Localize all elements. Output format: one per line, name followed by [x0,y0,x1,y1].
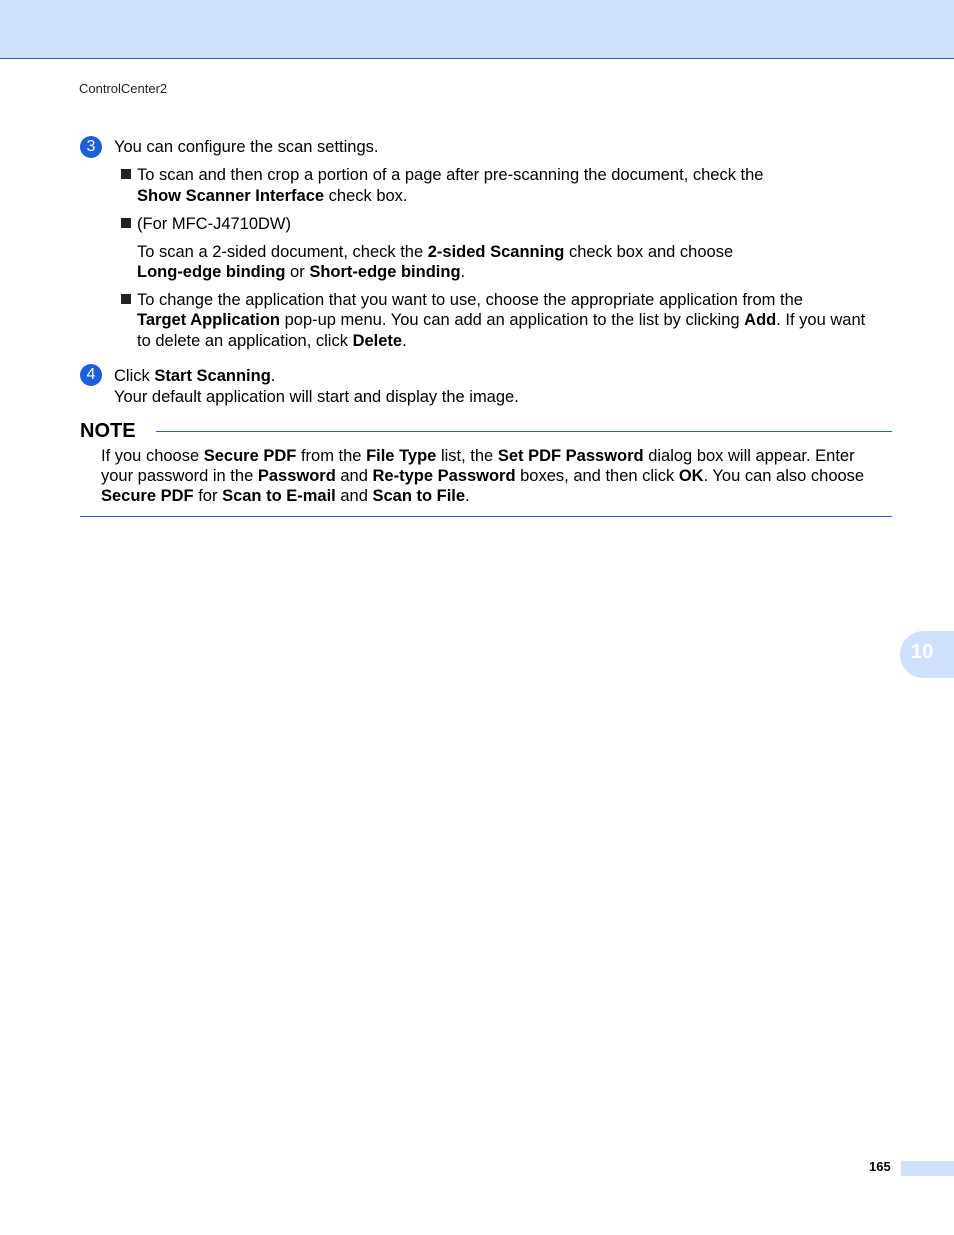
bold-term: 2-sided Scanning [427,243,565,261]
text-run: boxes, and then click [515,467,679,485]
bullet-2-para-line-1 [137,242,733,263]
chapter-number: 10 [911,641,934,663]
bold-term: Long-edge binding [137,263,286,281]
note-line-2 [101,466,864,487]
bold-term: Set PDF Password [497,447,644,465]
text-run: to delete an application, click [137,332,353,350]
bullet-1-line-1: To scan and then crop a portion of a page after pre-scanning the document, check the [137,166,764,184]
text-run: . You can also choose [703,467,865,485]
text-run: for [193,487,223,505]
chapter-tab [900,631,954,678]
bullet-square-icon [121,169,131,179]
step-3-badge: 3 [80,136,102,158]
text-run: check box. [324,187,408,205]
note-line-3 [101,486,470,507]
bold-term: Password [257,467,336,485]
text-run: from the [296,447,367,465]
page-number: 165 [869,1159,891,1174]
text-run: . [270,367,276,385]
text-run: pop-up menu. You can add an application to the list by clicking [280,311,745,329]
bold-term: Scan to File [372,487,466,505]
bold-term: Add [744,311,777,329]
running-header: ControlCenter2 [79,81,168,96]
bold-term: Re-type Password [372,467,516,485]
text-run: . [460,263,466,281]
text-run: and [335,487,373,505]
bullet-square-icon [121,218,131,228]
bold-term: OK [678,467,704,485]
text-run: To scan a 2-sided document, check the [137,243,428,261]
bold-term: Show Scanner Interface [137,187,325,205]
bullet-3-line-2 [137,310,865,331]
bold-term: Short-edge binding [309,263,461,281]
note-top-rule [156,431,892,432]
note-bottom-rule [80,516,892,517]
bold-term: Secure PDF [203,447,297,465]
bold-term: Start Scanning [154,367,271,385]
note-line-1 [101,446,855,467]
page-number-bar [901,1161,954,1176]
note-title: NOTE [80,420,136,442]
bold-term: Secure PDF [101,487,194,505]
step-3-intro: You can configure the scan settings. [114,138,379,156]
step-4-badge: 4 [80,364,102,386]
text-run: . [465,487,470,505]
text-run: Click [114,367,155,385]
text-run: dialog box will appear. Enter [643,447,855,465]
bold-term: Target Application [137,311,281,329]
text-run: and [335,467,373,485]
bold-term: File Type [366,447,437,465]
text-run: list, the [436,447,498,465]
text-run: your password in the [101,467,258,485]
bullet-3-line-1: To change the application that you want to use, choose the appropriate application from the [137,291,803,309]
bold-term: Delete [352,332,403,350]
step-4-instruction [114,366,275,387]
bullet-2-para-line-2 [137,262,465,283]
bullet-3-line-3 [137,331,407,352]
bullet-square-icon [121,294,131,304]
bullet-2-label: (For MFC-J4710DW) [137,215,292,233]
text-run: check box and choose [564,243,734,261]
bullet-1-line-2 [137,186,408,207]
bold-term: Scan to E-mail [222,487,336,505]
text-run: . [402,332,407,350]
top-band [0,0,954,59]
text-run: or [285,263,310,281]
step-4-result: Your default application will start and display the image. [114,388,519,406]
text-run: . If you want [776,311,866,329]
text-run: If you choose [101,447,204,465]
